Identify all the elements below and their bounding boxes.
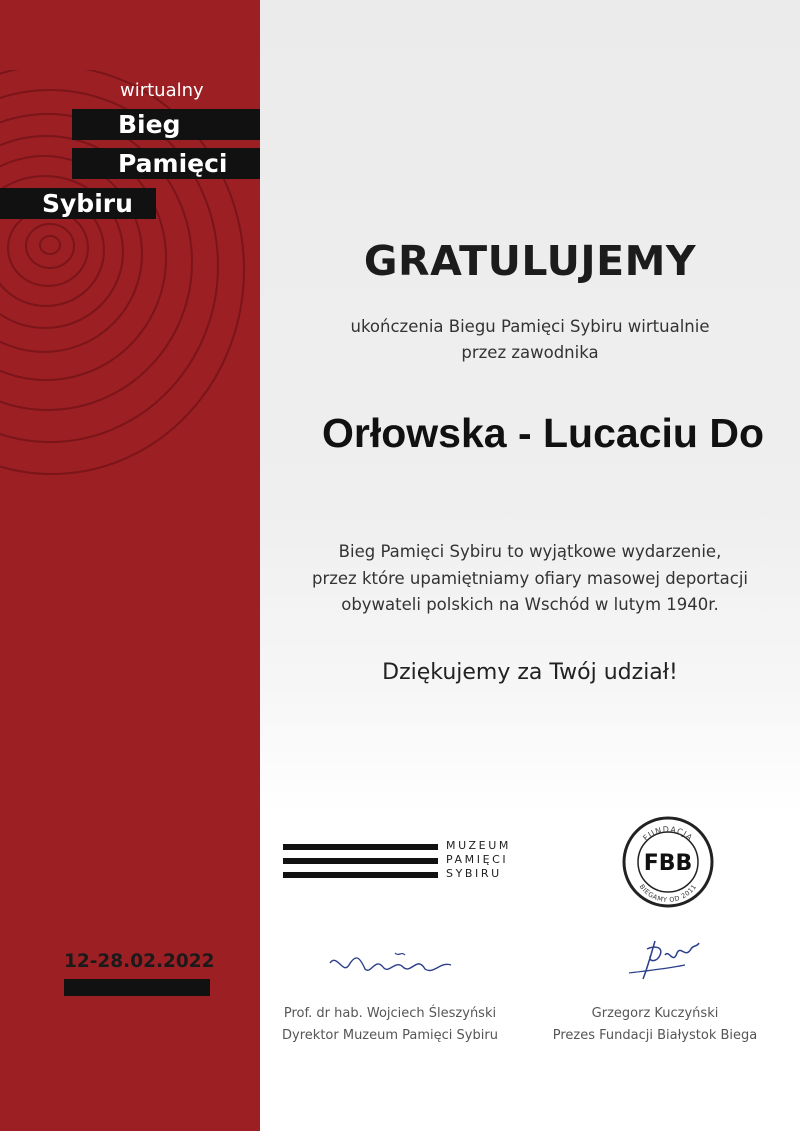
signer-left-title: Dyrektor Muzeum Pamięci Sybiru [282, 1028, 498, 1043]
red-sidebar [0, 0, 260, 1131]
museum-logo-lines [283, 844, 438, 880]
event-date: 12-28.02.2022 [64, 951, 215, 972]
intro-text [260, 314, 800, 366]
logo-wirtualny: wirtualny [120, 80, 204, 101]
logo-pamieci: Pamięci [72, 148, 260, 179]
signer-right [530, 1003, 780, 1047]
participant-name: Orłowska - Lucaciu Do [322, 410, 764, 456]
logo-sybiru: Sybiru [0, 188, 156, 219]
signer-right-name: Grzegorz Kuczyński [591, 1006, 719, 1021]
headline: GRATULUJEMY [363, 237, 697, 285]
signature-right [625, 935, 705, 983]
svg-text:FUNDACJA: FUNDACJA [641, 824, 695, 843]
logo-bieg: Bieg [72, 109, 260, 140]
museum-logo-text: MUZEUM PAMIĘCI SYBIRU [446, 839, 511, 880]
intro-line-2: przez zawodnika [461, 343, 599, 362]
description-line-3: obywateli polskich na Wschód w lutym 1940r. [341, 595, 719, 614]
signer-right-title: Prezes Fundacji Białystok Biega [552, 1028, 758, 1043]
svg-text:FBB: FBB [643, 851, 693, 876]
intro-line-1: ukończenia Biegu Pamięci Sybiru wirtualnie [350, 317, 710, 336]
signature-left [325, 945, 460, 985]
date-underline-bar [64, 979, 210, 996]
signer-left-name: Prof. dr hab. Wojciech Śleszyński [283, 1006, 497, 1021]
svg-text:BIEGAMY OD 2011: BIEGAMY OD 2011 [637, 882, 699, 905]
description [260, 539, 800, 619]
description-line-1: Bieg Pamięci Sybiru to wyjątkowe wydarzenie, [338, 542, 722, 561]
description-line-2: przez które upamiętniamy ofiary masowej deportacji [311, 568, 748, 588]
thanks-text: Dziękujemy za Twój udział! [382, 660, 678, 685]
signer-left [260, 1003, 520, 1047]
fbb-logo [620, 814, 716, 910]
